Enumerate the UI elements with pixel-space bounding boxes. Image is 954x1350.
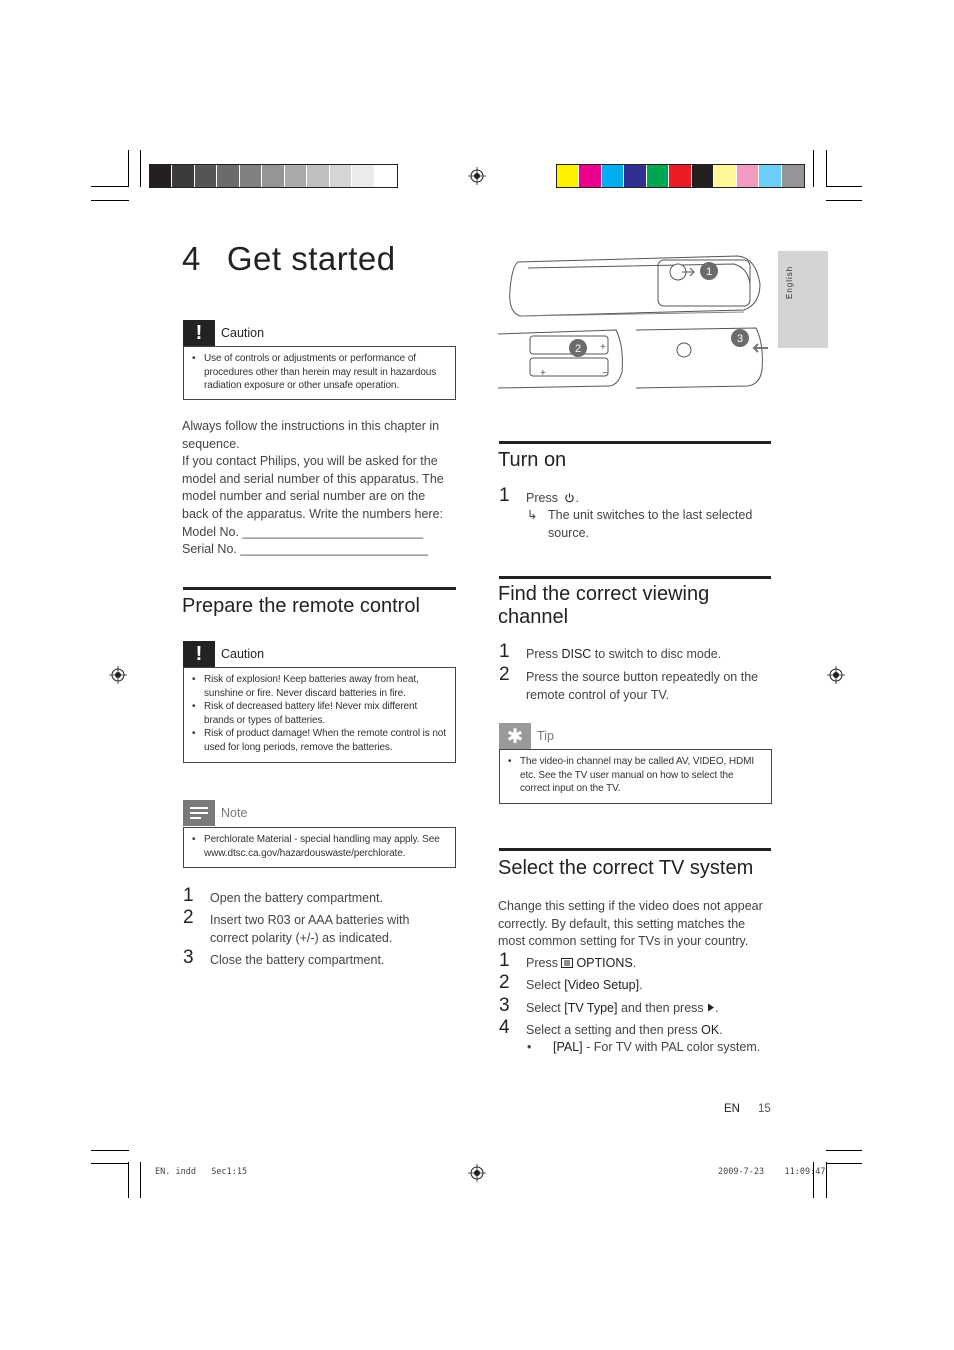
crop-mark — [826, 1150, 862, 1151]
footer-file: EN. indd Sec1:15 — [155, 1167, 248, 1177]
chapter-title — [182, 240, 396, 278]
note-label: Note — [221, 806, 248, 820]
calibration-swatch — [692, 165, 714, 187]
battery-illustration — [498, 254, 770, 390]
remote-step-3: 3 Close the battery compartment. — [183, 947, 385, 968]
crop-mark — [128, 1162, 129, 1198]
calibration-swatch — [737, 165, 759, 187]
tv-system-intro: Change this setting if the video does not appear correctly. By default, this setting matches the most common setting for TVs in your country. — [498, 899, 763, 949]
turn-on-result: The unit switches to the last selected source. — [548, 508, 753, 540]
tv-step-3: 3 Select [TV Type] and then press . — [499, 995, 719, 1016]
power-icon — [564, 492, 575, 503]
footer-lang: EN — [724, 1103, 740, 1115]
tv-step-1: 1 Press OPTIONS. — [499, 950, 637, 971]
intro-line: model number and serial number are on the — [182, 489, 426, 504]
note-list — [192, 833, 447, 860]
remote-top-view — [510, 256, 760, 316]
section-title-turn-on: Turn on — [498, 449, 567, 471]
tip-label: Tip — [537, 729, 554, 743]
crop-mark — [91, 186, 129, 187]
tip-item: • The video-in channel may be called AV, VIDEO, HDMI etc. See the TV user manual on how to select the correct input on the TV. — [508, 755, 763, 796]
calibration-swatch — [375, 165, 397, 187]
chapter-heading: Get started — [226, 240, 396, 277]
section-rule — [499, 441, 771, 444]
tip-star-icon: ✱ — [499, 723, 531, 749]
caution-header — [183, 320, 264, 346]
section-rule — [183, 587, 456, 590]
battery-view — [498, 328, 762, 388]
language-tab-label: English — [785, 265, 794, 299]
calibration-swatch — [285, 165, 307, 187]
section-title-tv-system: Select the correct TV system — [498, 857, 754, 879]
calibration-swatch — [714, 165, 736, 187]
intro-text — [182, 418, 462, 559]
note-icon — [183, 800, 215, 826]
section-title-viewing: Find the correct viewing channel — [498, 583, 710, 628]
chapter-number: 4 — [182, 240, 201, 277]
caution-label: Caution — [221, 647, 265, 661]
svg-text:−: − — [602, 368, 608, 379]
calibration-swatch — [217, 165, 239, 187]
viewing-step-1: 1 Press DISC to switch to disc mode. — [499, 641, 722, 662]
tip-list — [508, 755, 763, 796]
caution-list — [192, 673, 447, 755]
illustration-label-3: 3 — [736, 333, 744, 345]
result-arrow-icon: ↳ — [527, 508, 538, 522]
registration-mark-icon — [468, 1164, 486, 1182]
illustration-label-2: 2 — [574, 343, 582, 355]
color-calibration-bar — [556, 164, 805, 188]
intro-line: model and serial number of this apparatus. The — [182, 471, 444, 486]
options-icon — [561, 958, 573, 968]
registration-mark-icon — [109, 666, 127, 684]
calibration-swatch — [669, 165, 691, 187]
crop-mark — [140, 150, 141, 187]
crop-mark — [826, 150, 827, 187]
crop-mark — [813, 150, 814, 187]
calibration-swatch — [150, 165, 172, 187]
crop-mark — [91, 1150, 129, 1151]
caution-box — [183, 667, 456, 763]
crop-mark — [140, 1162, 141, 1198]
caution-box — [183, 346, 456, 400]
caution-item: • Risk of decreased battery life! Never mix different brands or types of batteries. — [192, 700, 447, 727]
intro-line: Always follow the instructions in this chapter in — [182, 419, 440, 433]
caution-header — [183, 641, 264, 667]
caution-item: • Use of controls or adjustments or performance of procedures other than herein may result in hazardous radiation exposure or other unsafe operation. — [192, 352, 447, 393]
tip-header — [499, 723, 554, 749]
crop-mark — [826, 186, 862, 187]
caution-item: • Risk of product damage! When the remote control is not used for long periods, remove the batteries. — [192, 727, 447, 754]
calibration-swatch — [330, 165, 352, 187]
tv-step-4: 4 Select a setting and then press OK. — [499, 1017, 723, 1038]
language-tab — [778, 251, 828, 348]
tv-step-2: 2 Select [Video Setup]. — [499, 972, 643, 993]
note-item: • Perchlorate Material - special handling may apply. See www.dtsc.ca.gov/hazardouswaste/perchlorate. — [192, 833, 447, 860]
intro-line: Serial No. ___________________________ — [182, 542, 429, 557]
crop-mark — [91, 1163, 129, 1164]
section-rule — [499, 848, 771, 851]
footer-date: 2009-7-23 11:09:47 — [718, 1167, 826, 1177]
calibration-swatch — [579, 165, 601, 187]
remote-step-1: 1 Open the battery compartment. — [183, 885, 384, 906]
intro-line: back of the apparatus. Write the numbers here: — [182, 506, 444, 521]
crop-mark — [91, 200, 129, 201]
page-number: 15 — [758, 1103, 771, 1115]
section-title-remote: Prepare the remote control — [182, 595, 420, 617]
crop-mark — [826, 200, 862, 201]
calibration-swatch — [172, 165, 194, 187]
calibration-swatch — [307, 165, 329, 187]
illustration-label-1: 1 — [705, 266, 713, 278]
intro-line: If you contact Philips, you will be asked for the — [182, 454, 438, 469]
caution-list — [192, 352, 447, 393]
svg-text:+: + — [540, 368, 546, 379]
calibration-swatch — [759, 165, 781, 187]
calibration-swatch — [782, 165, 804, 187]
turn-on-step-1: 1 Press . — [499, 485, 579, 506]
intro-line: sequence. — [182, 436, 240, 451]
calibration-swatch — [624, 165, 646, 187]
calibration-swatch — [602, 165, 624, 187]
registration-mark-icon — [827, 666, 845, 684]
viewing-step-2: 2 Press the source button repeatedly on the remote control of your TV. — [499, 664, 759, 702]
calibration-swatch — [240, 165, 262, 187]
calibration-swatch — [557, 165, 579, 187]
note-header — [183, 800, 247, 826]
note-box — [183, 827, 456, 868]
crop-mark — [826, 1162, 827, 1198]
tv-bullet-pal: • [PAL] - For TV with PAL color system. — [527, 1040, 761, 1054]
crop-mark — [128, 150, 129, 187]
calibration-swatch — [195, 165, 217, 187]
svg-text:+: + — [600, 342, 606, 353]
caution-label: Caution — [221, 326, 265, 340]
right-arrow-icon — [707, 1003, 715, 1012]
calibration-swatch — [262, 165, 284, 187]
intro-line: Model No. __________________________ — [182, 524, 424, 539]
caution-item: • Risk of explosion! Keep batteries away from heat, sunshine or fire. Never discard batteries in fire. — [192, 673, 447, 700]
remote-step-2: 2 Insert two R03 or AAA batteries with correct polarity (+/-) as indicated. — [183, 907, 410, 945]
section-rule — [499, 576, 771, 579]
exclamation-icon: ! — [183, 320, 215, 346]
registration-mark-icon — [468, 167, 486, 185]
calibration-swatch — [352, 165, 374, 187]
exclamation-icon: ! — [183, 641, 215, 667]
crop-mark — [826, 1163, 862, 1164]
calibration-swatch — [647, 165, 669, 187]
tip-box — [499, 749, 772, 804]
grayscale-calibration-bar — [149, 164, 398, 188]
